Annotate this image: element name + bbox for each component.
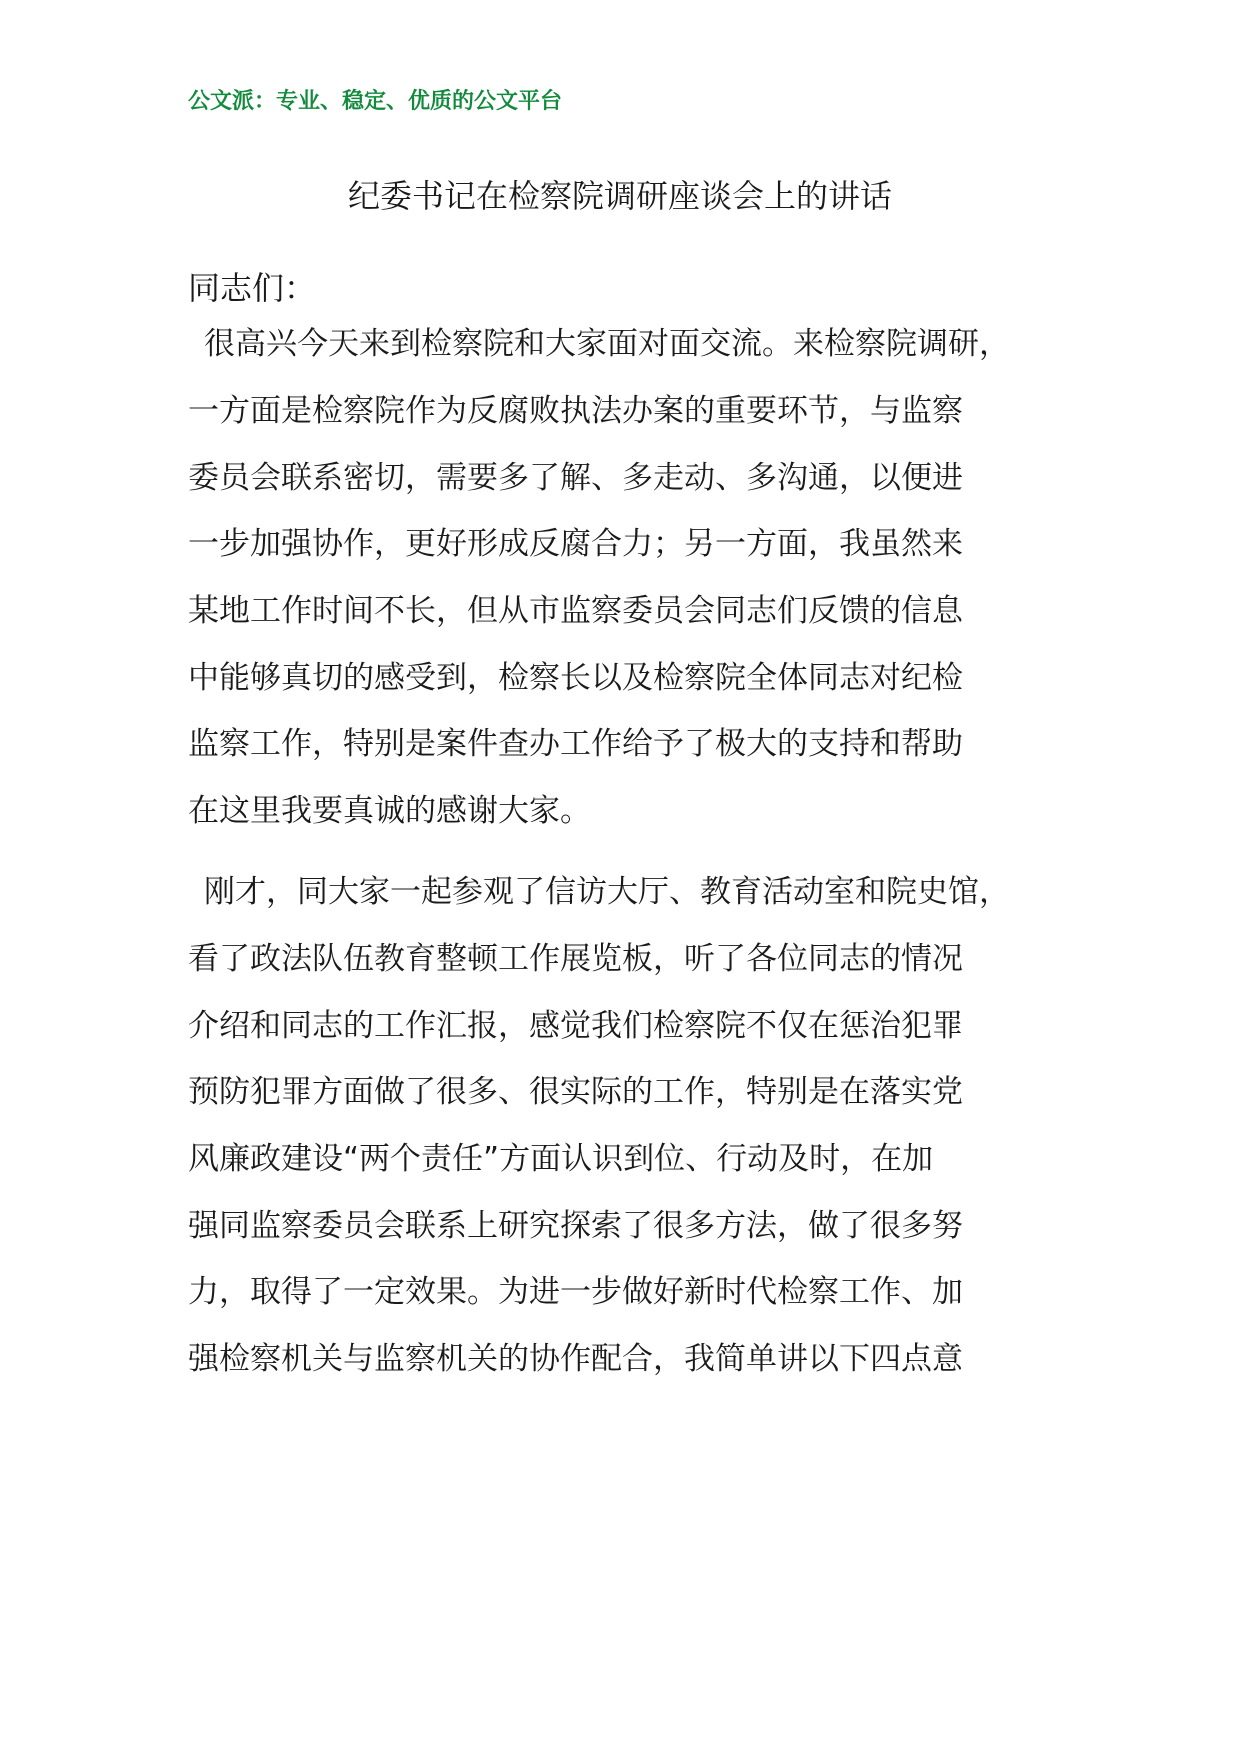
paragraph-2-line-2: 看了政法队伍教育整顿工作展览板，听了各位同志的情况	[188, 941, 963, 977]
platform-banner: 公文派：专业、稳定、优质的公文平台	[188, 88, 563, 114]
paragraph-1-line-3: 委员会联系密切，需要多了解、多走动、多沟通，以便进	[188, 460, 963, 496]
paragraph-2-line-6: 强同监察委员会联系上研究探索了很多方法，做了很多努	[188, 1208, 963, 1244]
paragraph-2-line-8: 强检察机关与监察机关的协作配合，我简单讲以下四点意	[188, 1341, 963, 1377]
paragraph-1-line-7: 监察工作，特别是案件查办工作给予了极大的支持和帮助	[188, 726, 963, 762]
paragraph-1-line-6: 中能够真切的感受到，检察长以及检察院全体同志对纪检	[188, 660, 963, 696]
document-title: 纪委书记在检察院调研座谈会上的讲话	[347, 177, 892, 215]
paragraph-1-line-8: 在这里我要真诚的感谢大家。	[188, 793, 591, 829]
paragraph-2-line-1: 刚才，同大家一起参观了信访大厅、教育活动室和院史馆，	[204, 874, 1010, 910]
paragraph-2-line-3: 介绍和同志的工作汇报，感觉我们检察院不仅在惩治犯罪	[188, 1008, 963, 1044]
paragraph-2-line-4: 预防犯罪方面做了很多、很实际的工作，特别是在落实党	[188, 1074, 963, 1110]
paragraph-1-line-4: 一步加强协作，更好形成反腐合力；另一方面，我虽然来	[188, 526, 963, 562]
paragraph-1-line-1: 很高兴今天来到检察院和大家面对面交流。来检察院调研，	[204, 326, 1010, 362]
paragraph-2-line-5: 风廉政建设“两个责任”方面认识到位、行动及时，在加	[188, 1141, 934, 1177]
paragraph-1-line-5: 某地工作时间不长，但从市监察委员会同志们反馈的信息	[188, 593, 963, 629]
paragraph-1-line-2: 一方面是检察院作为反腐败执法办案的重要环节，与监察	[188, 393, 963, 429]
paragraph-2-line-7: 力，取得了一定效果。为进一步做好新时代检察工作、加	[188, 1274, 963, 1310]
salutation: 同志们：	[188, 269, 317, 307]
